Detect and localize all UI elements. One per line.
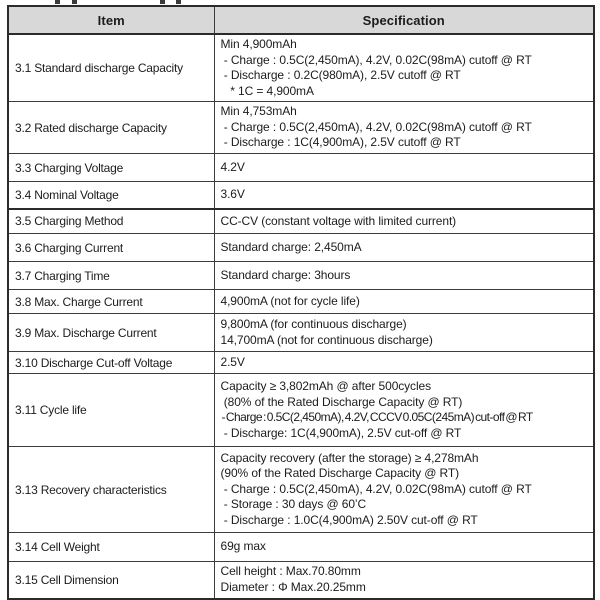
spec-line: Capacity ≥ 3,802mAh @ after 500cycles (220, 379, 432, 393)
cropped-text-fragment (55, 0, 60, 4)
table-row (8, 154, 594, 182)
table-row (8, 234, 594, 262)
item-cell: 3.9 Max. Discharge Current (8, 314, 214, 352)
item-cell: 3.3 Charging Voltage (8, 154, 214, 182)
item-cell: 3.15 Cell Dimension (8, 562, 214, 599)
spec-line: 4,900mA (not for cycle life) (220, 293, 360, 308)
item-cell: 3.14 Cell Weight (8, 533, 214, 562)
cropped-text-fragment (176, 0, 181, 4)
spec-cell (214, 352, 594, 374)
spec-cell (214, 447, 594, 533)
spec-cell (214, 182, 594, 209)
item-cell: 3.11 Cycle life (8, 374, 214, 447)
table-row (8, 34, 594, 102)
spec-line: - Charge : 0.5C(2,450mA), 4.2V, CCCV 0.05C(245mA) cut-off @ RT (220, 410, 533, 424)
spec-line: - Storage : 30 days @ 60’C (220, 497, 367, 512)
spec-line: Min 4,900mAh (220, 37, 297, 51)
spec-line: - Discharge : 1C(4,900mA), 2.5V cutoff @ RT (220, 135, 461, 150)
item-cell: 3.10 Discharge Cut-off Voltage (8, 352, 214, 374)
spec-line: - Charge : 0.5C(2,450mA), 4.2V, 0.02C(98mA) cutoff @ RT (220, 52, 532, 67)
spec-line: 2.5V (220, 354, 245, 369)
spec-line: * 1C = 4,900mA (220, 83, 314, 98)
spec-table-body (8, 34, 594, 599)
column-header-item: Item (8, 6, 214, 34)
spec-line: Min 4,753mAh (220, 104, 297, 119)
spec-cell (214, 533, 594, 562)
spec-line: Standard charge: 3hours (220, 267, 351, 282)
item-cell: 3.13 Recovery characteristics (8, 447, 214, 533)
item-cell: 3.4 Nominal Voltage (8, 182, 214, 209)
spec-line: (90% of the Rated Discharge Capacity @ RT) (220, 466, 460, 481)
table-row (8, 262, 594, 290)
spec-line: 9,800mA (for continuous discharge) (220, 317, 407, 331)
spec-line: CC-CV (constant voltage with limited current) (220, 213, 457, 228)
header-row (8, 6, 594, 34)
table-row (8, 533, 594, 562)
spec-line: 3.6V (220, 187, 245, 201)
spec-line: - Charge : 0.5C(2,450mA), 4.2V, 0.02C(98mA) cutoff @ RT (220, 481, 532, 496)
spec-line: Diameter : Φ Max.20.25mm (220, 579, 366, 594)
spec-line: - Discharge: 1C(4,900mA), 2.5V cut-off @ RT (220, 425, 462, 440)
spec-line: Cell height : Max.70.80mm (220, 564, 361, 579)
spec-line: Capacity recovery (after the storage) ≥ 4,278mAh (220, 450, 479, 465)
spec-cell (214, 34, 594, 102)
table-row (8, 290, 594, 314)
spec-line: - Charge : 0.5C(2,450mA), 4.2V, 0.02C(98mA) cutoff @ RT (220, 119, 532, 134)
table-row (8, 374, 594, 447)
item-cell: 3.2 Rated discharge Capacity (8, 102, 214, 154)
table-row (8, 209, 594, 234)
spec-line: - Discharge : 0.2C(980mA), 2.5V cutoff @ RT (220, 68, 461, 82)
table-row (8, 352, 594, 374)
table-row (8, 102, 594, 154)
column-header-specification: Specification (214, 6, 594, 34)
spec-cell (214, 374, 594, 447)
item-cell: 3.6 Charging Current (8, 234, 214, 262)
spec-cell (214, 290, 594, 314)
table-row (8, 562, 594, 599)
cropped-text-fragment (72, 0, 77, 4)
spec-cell (214, 262, 594, 290)
spec-line: 14,700mA (not for continuous discharge) (220, 332, 433, 347)
spec-table (7, 5, 595, 600)
item-cell: 3.7 Charging Time (8, 262, 214, 290)
spec-cell (214, 209, 594, 234)
spec-line: (80% of the Rated Discharge Capacity @ RT) (220, 394, 463, 409)
spec-line: 69g max (220, 539, 266, 554)
table-row (8, 314, 594, 352)
spec-line: Standard charge: 2,450mA (220, 239, 362, 254)
table-row (8, 447, 594, 533)
spec-cell (214, 154, 594, 182)
table-row (8, 182, 594, 209)
specification-table-container (7, 5, 595, 600)
spec-cell (214, 102, 594, 154)
cropped-text-fragment (160, 0, 165, 4)
spec-line: - Discharge : 1.0C(4,900mA) 2.50V cut-off @ RT (220, 512, 478, 527)
spec-table-header (8, 6, 594, 34)
spec-line: 4.2V (220, 159, 245, 174)
item-cell: 3.8 Max. Charge Current (8, 290, 214, 314)
spec-cell (214, 234, 594, 262)
item-cell: 3.5 Charging Method (8, 209, 214, 234)
spec-cell (214, 314, 594, 352)
spec-cell (214, 562, 594, 599)
item-cell: 3.1 Standard discharge Capacity (8, 34, 214, 102)
